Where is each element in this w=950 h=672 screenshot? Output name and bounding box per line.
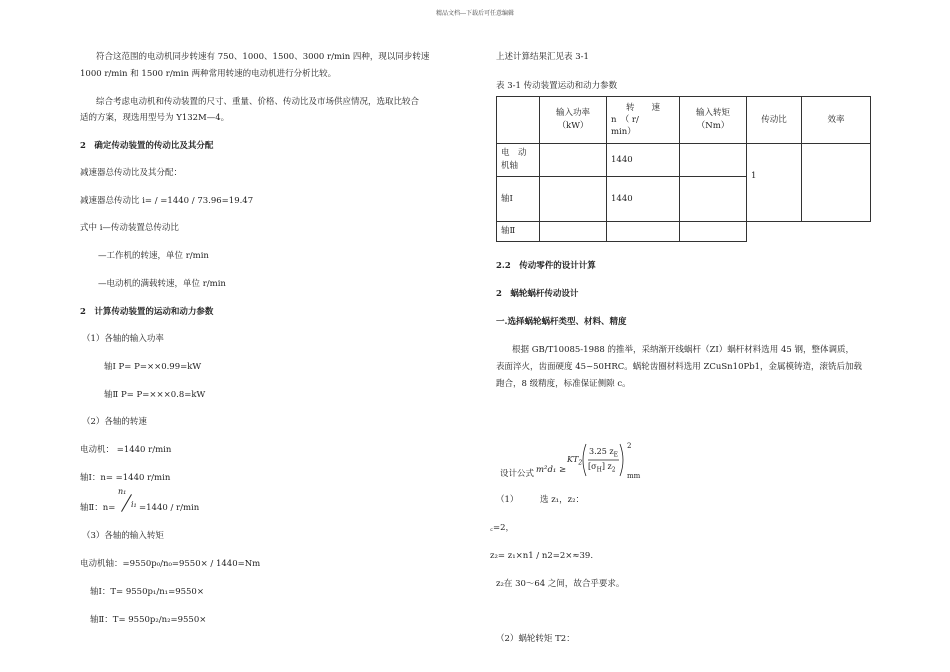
heading-type-material: 一.选择蜗轮蜗杆类型、材料、精度 bbox=[496, 317, 627, 327]
motor-name-line2: 机轴 bbox=[501, 161, 519, 171]
formula-den-a-sub: H bbox=[596, 466, 602, 474]
heading-params: 2 计算传动装置的运动和动力参数 bbox=[80, 307, 214, 317]
table-header-empty bbox=[497, 97, 540, 144]
cell-shaft1-power bbox=[540, 177, 607, 222]
text-ratio-formula: 减速器总传动比 i= / =1440 / 73.96=19.47 bbox=[80, 196, 254, 206]
formula-inner-denominator bbox=[588, 461, 616, 477]
formula-num-text: 3.25 z bbox=[589, 447, 614, 456]
paragraph-choice-line1: 综合考虑电动机和传动装置的尺寸、重量、价格、传动比及市场供应情况，选取比较合 bbox=[96, 97, 420, 107]
heading-ratio: 2 确定传动装置的传动比及其分配 bbox=[80, 141, 214, 151]
formula-exponent: 2 bbox=[627, 442, 632, 450]
text-speed-shaft2-value: =1440 / r/min bbox=[139, 503, 200, 513]
formula-inner-numerator bbox=[589, 446, 618, 462]
cell-motor-torque bbox=[680, 144, 747, 177]
cell-shaft1-torque bbox=[680, 177, 747, 222]
table-header-row bbox=[497, 97, 871, 144]
power-header-line2: （kW） bbox=[557, 121, 589, 131]
table-header-torque bbox=[680, 97, 747, 144]
shaft1-name: 轴Ⅰ bbox=[501, 193, 513, 204]
text-z2-check: z₂在 30～64 之间，故合乎要求。 bbox=[496, 579, 625, 589]
table-header-power bbox=[540, 97, 607, 144]
cell-shaft2-ratio bbox=[747, 222, 802, 242]
text-z1: ꜀=2， bbox=[490, 523, 514, 533]
step1-text: 选 z₁，z₂： bbox=[540, 495, 584, 505]
cell-motor-power bbox=[540, 144, 607, 177]
text-speed-motor: 电动机： =1440 r/min bbox=[80, 445, 172, 455]
text-power-shaft1: 轴Ⅰ P= P=××0.99=kW bbox=[104, 362, 202, 372]
ratio-header-text: 传动比 bbox=[761, 114, 787, 125]
text-power-title: （1）各轴的输入功率 bbox=[82, 334, 164, 344]
text-torque-title: （3）各轴的输入转矩 bbox=[82, 531, 164, 541]
paragraph-speed-line1: 符合这范围的电动机同步转速有 750、1000、1500、3000 r/min 四种，现以同步转速 bbox=[96, 52, 430, 62]
text-power-shaft2: 轴Ⅱ P= P=×××0.8=kW bbox=[104, 390, 206, 400]
table-row-shaft2 bbox=[497, 222, 871, 242]
table-header-speed bbox=[607, 97, 680, 144]
table-row-motor bbox=[497, 144, 871, 177]
table-header-efficiency bbox=[802, 97, 871, 144]
shaft2-name: 轴Ⅱ bbox=[501, 226, 516, 236]
paragraph-material-line2: 表面淬火，齿面硬度 45~50HRC。蜗轮齿圈材料选用 ZCuSn10Pb1，金属模铸造，滚铣后加载 bbox=[496, 362, 863, 372]
formula-kt-text: KT bbox=[567, 455, 579, 464]
cell-shaft2-name bbox=[497, 222, 540, 242]
cell-shaft2-torque bbox=[680, 222, 747, 242]
ratio-value: 1 bbox=[751, 171, 757, 181]
cell-motor-speed bbox=[607, 144, 680, 177]
formula-label: 设计公式 bbox=[500, 469, 535, 479]
torque-header-line2: （Nm） bbox=[696, 121, 730, 131]
text-summary: 上述计算结果汇见表 3-1 bbox=[496, 52, 589, 62]
cell-efficiency-merged bbox=[802, 144, 871, 222]
formula-den-a: [σ bbox=[588, 462, 597, 471]
formula-den-b: ] z bbox=[601, 462, 612, 471]
step1-number: （1） bbox=[496, 495, 519, 505]
text-torque-motor: 电动机轴：=9550p₀/n₀=9550× / 1440=Nm bbox=[80, 559, 261, 569]
speed-header-line1: 转 速 bbox=[625, 103, 660, 113]
motor-name-line1: 电 动 bbox=[501, 148, 527, 158]
text-ratio-definition: 式中 i—传动装置总传动比 bbox=[80, 223, 179, 233]
formula-unit: mm bbox=[627, 472, 641, 480]
table-caption: 表 3-1 传动装置运动和动力参数 bbox=[496, 81, 618, 91]
text-work-speed: —工作机的转速，单位 r/min bbox=[98, 251, 209, 261]
text-torque-shaft1: 轴Ⅰ：T= 9550p₁/n₁=9550× bbox=[90, 587, 204, 597]
text-torque-shaft2: 轴Ⅱ：T= 9550p₂/n₂=9550× bbox=[90, 615, 207, 625]
text-ratio-intro: 减速器总传动比及其分配： bbox=[80, 168, 183, 178]
speed-header-line2: n （ r/ bbox=[611, 115, 639, 125]
speed-header-line3: min） bbox=[611, 127, 636, 137]
formula-lhs: m²d₁ ≥ bbox=[536, 465, 567, 475]
power-header-line1: 输入功率 bbox=[555, 108, 590, 118]
params-table bbox=[496, 96, 871, 242]
cell-shaft2-efficiency bbox=[802, 222, 871, 242]
text-speed-title: （2）各轴的转速 bbox=[82, 417, 147, 427]
cell-shaft1-speed bbox=[607, 177, 680, 222]
text-motor-speed: —电动机的满载转速，单位 r/min bbox=[98, 279, 226, 289]
cell-motor-name bbox=[497, 144, 540, 177]
heading-worm-design: 2 蜗轮蜗杆传动设计 bbox=[496, 289, 579, 299]
torque-header-line1: 输入转矩 bbox=[695, 108, 730, 118]
text-speed-shaft2-label: 轴Ⅱ：n= bbox=[80, 503, 116, 513]
heading-transmission-design: 2.2 传动零件的设计计算 bbox=[496, 261, 596, 271]
shaft1-speed-value: 1440 bbox=[611, 193, 633, 204]
formula-left-paren bbox=[583, 444, 586, 476]
table-header-ratio bbox=[747, 97, 802, 144]
text-z2-calc: z₂= z₁×n1 / n2=2×≈39. bbox=[490, 551, 594, 561]
formula-right-paren bbox=[620, 444, 623, 476]
formula-num-sub: E bbox=[613, 451, 618, 459]
paragraph-material-line1: 根据 GB/T10085-1988 的推举，采纳渐开线蜗杆（ZI）蜗杆材料选用 45 钢，整体调质， bbox=[512, 345, 855, 355]
text-speed-shaft1: 轴Ⅰ：n= =1440 r/min bbox=[80, 473, 171, 483]
cell-shaft1-name bbox=[497, 177, 540, 222]
step2-text: （2）蜗轮转矩 T2： bbox=[496, 634, 575, 644]
fraction-denominator: i₁ bbox=[131, 500, 137, 509]
efficiency-header-text: 效率 bbox=[827, 114, 845, 125]
cell-ratio-merged bbox=[747, 144, 802, 222]
page-header: 精品文档---下载后可任意编辑 bbox=[435, 10, 515, 17]
cell-shaft2-power bbox=[540, 222, 607, 242]
paragraph-material-line3: 跑合，8 级精度，标准保证侧隙 c。 bbox=[496, 379, 631, 389]
design-formula bbox=[500, 440, 680, 490]
motor-speed-value: 1440 bbox=[611, 154, 633, 165]
formula-kt-sub: 2 bbox=[578, 459, 583, 467]
fraction-numerator: n₁ bbox=[118, 487, 127, 496]
paragraph-choice-line2: 适的方案，现选用型号为 Y132M—4。 bbox=[80, 113, 230, 123]
formula-den-b-sub: 2 bbox=[611, 466, 616, 474]
cell-shaft2-speed bbox=[607, 222, 680, 242]
paragraph-speed-line2: 1000 r/min 和 1500 r/min 两种常用转速的电动机进行分析比较。 bbox=[80, 69, 337, 79]
